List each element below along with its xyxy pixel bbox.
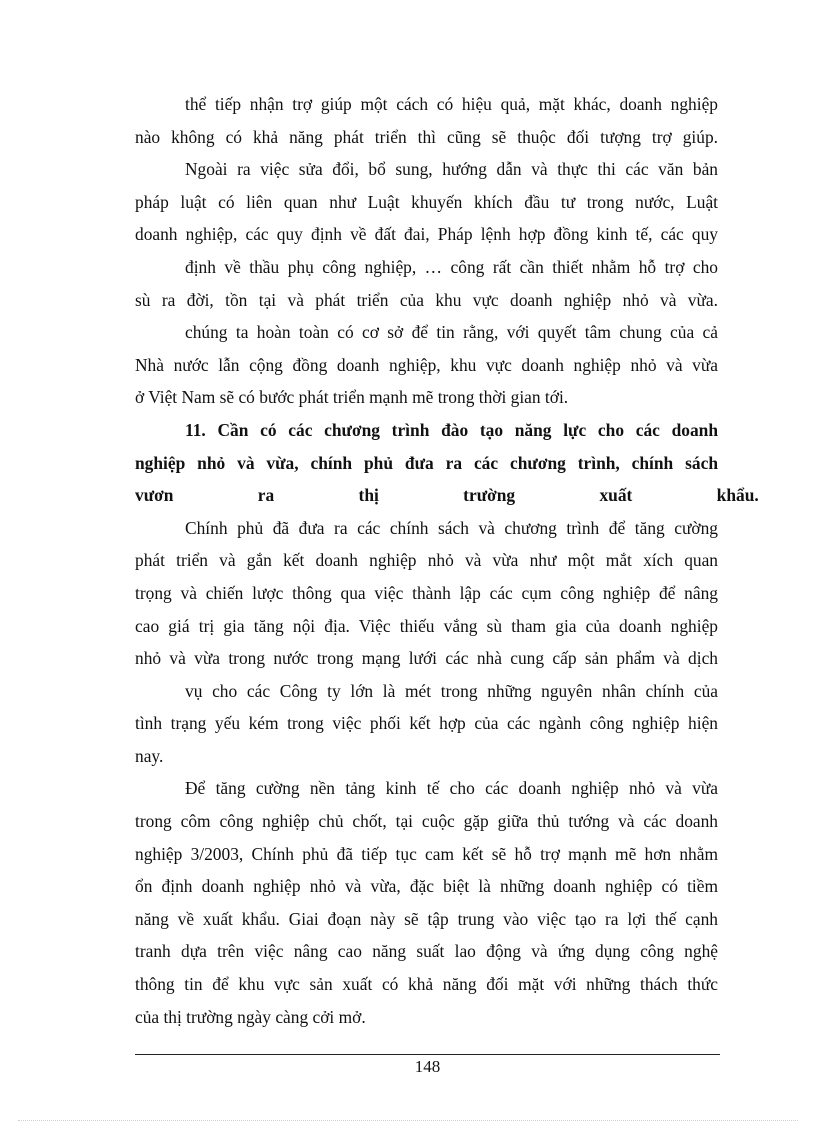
footer-divider xyxy=(135,1054,720,1055)
text-line: tình trạng yếu kém trong việc phối kết hợp của các ngành công nghiệp hiện xyxy=(135,713,718,734)
text-line: cao giá trị gia tăng nội địa. Việc thiếu vắng sù tham gia của doanh nghiệp xyxy=(135,615,718,636)
text-line: nhỏ và vừa trong nước trong mạng lưới các nhà cung cấp sản phẩm và dịch xyxy=(135,648,718,669)
page-number: 148 xyxy=(414,1057,441,1076)
text-line: Chính phủ đã đưa ra các chính sách và chương trình để tăng cường xyxy=(185,517,718,538)
text-line: ở Việt Nam sẽ có bước phát triển mạnh mẽ trong thời gian tới. xyxy=(135,387,569,408)
text-line: thể tiếp nhận trợ giúp một cách có hiệu quả, mặt khác, doanh nghiệp xyxy=(185,94,718,114)
text-line: vụ cho các Công ty lớn là mét trong những nguyên nhân chính của xyxy=(185,680,718,701)
section-heading-line: vươn ra thị trường xuất khẩu. xyxy=(135,485,759,506)
text-line: nay. xyxy=(135,745,164,766)
text-line: doanh nghiệp, các quy định về đất đai, Pháp lệnh hợp đồng kinh tế, các quy xyxy=(135,224,718,245)
text-line: trong côm công nghiệp chủ chốt, tại cuộc gặp giữa thủ tướng và các doanh xyxy=(135,811,718,832)
text-line: năng về xuất khẩu. Giai đoạn này sẽ tập trung vào việc tạo ra lợi thế cạnh xyxy=(135,908,718,929)
text-line: chúng ta hoàn toàn có cơ sở để tin rằng, với quyết tâm chung của cả xyxy=(185,322,718,343)
text-line: Nhà nước lẫn cộng đồng doanh nghiệp, khu vực doanh nghiệp nhỏ và vừa xyxy=(135,354,718,375)
text-line: ổn định doanh nghiệp nhỏ và vừa, đặc biệt là những doanh nghiệp có tiềm xyxy=(135,876,718,897)
text-line: trọng và chiến lược thông qua việc thành lập các cụm công nghiệp để nâng xyxy=(135,582,718,603)
text-line: Ngoài ra việc sửa đổi, bổ sung, hướng dẫn và thực thi các văn bản xyxy=(185,159,718,180)
page-edge-border xyxy=(18,1120,798,1121)
text-line: sù ra đời, tồn tại và phát triển của khu vực doanh nghiệp nhỏ và vừa. xyxy=(135,289,718,310)
section-heading-line: nghiệp nhỏ và vừa, chính phủ đưa ra các chương trình, chính sách xyxy=(135,452,718,473)
text-line: của thị trường ngày càng cởi mở. xyxy=(135,1006,366,1027)
text-line: định về thầu phụ công nghiệp, … công rất cần thiết nhằm hỗ trợ cho xyxy=(185,256,718,277)
text-line: Để tăng cường nền tảng kinh tế cho các doanh nghiệp nhỏ và vừa xyxy=(185,778,718,799)
text-line: nghiệp 3/2003, Chính phủ đã tiếp tục cam kết sẽ hỗ trợ mạnh mẽ hơn nhằm xyxy=(135,843,718,864)
text-line: nào không có khả năng phát triển thì cũng sẽ thuộc đối tượng trợ giúp. xyxy=(135,126,718,147)
section-heading-line: 11. Cần có các chương trình đào tạo năng lực cho các doanh xyxy=(185,419,718,440)
text-line: pháp luật có liên quan như Luật khuyến khích đầu tư trong nước, Luật xyxy=(135,191,718,212)
text-line: thông tin để khu vực sản xuất có khả năng đối mặt với những thách thức xyxy=(135,974,718,995)
document-body xyxy=(135,88,759,1033)
text-line: tranh dựa trên việc nâng cao năng suất lao động và ứng dụng công nghệ xyxy=(135,941,718,962)
text-line: phát triển và gắn kết doanh nghiệp nhỏ và vừa như một mắt xích quan xyxy=(135,550,718,571)
